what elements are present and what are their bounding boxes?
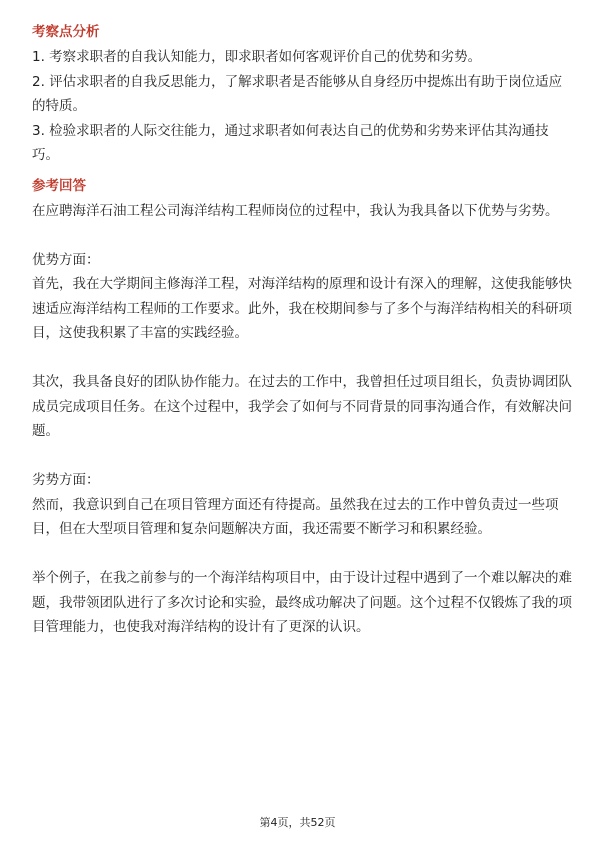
- paragraph-gap: [32, 542, 572, 567]
- weaknesses-heading: 劣势方面：: [32, 472, 100, 488]
- analysis-item-1: 1. 考察求职者的自我认知能力，即求职者如何客观评价自己的优势和劣势。: [32, 49, 482, 65]
- answer-intro: 在应聘海洋石油工程公司海洋结构工程师岗位的过程中，我认为我具备以下优势与劣势。: [32, 202, 559, 219]
- page-indicator: 第4页，共52页: [259, 816, 336, 829]
- weakness-paragraph-1: 然而，我意识到自己在项目管理方面还有待提高。虽然我在过去的工作中曾负责过一些项目，但在大型项目管理和复杂问题解决方面，我还需要不断学习和积累经验。: [32, 496, 559, 537]
- paragraph-gap: [32, 223, 572, 248]
- answer-heading: 参考回答: [32, 177, 86, 194]
- example-paragraph: 举个例子，在我之前参与的一个海洋结构项目中，由于设计过程中遇到了一个难以解决的难题，我带领团队进行了多次讨论和实验，最终成功解决了问题。这个过程不仅锻炼了我的项目管理能力，也使我对海洋结构的设计有了更深的认识。: [32, 570, 572, 635]
- strengths-heading: 优势方面：: [32, 251, 100, 268]
- strength-paragraph-2: 其次，我具备良好的团队协作能力。在过去的工作中，我曾担任过项目组长，负责协调团队成员完成项目任务。在这个过程中，我学会了如何与不同背景的同事沟通合作，有效解决问题。: [32, 374, 572, 439]
- analysis-item-2: 2. 评估求职者的自我反思能力，了解求职者是否能够从自身经历中提炼出有助于岗位适应的特质。: [32, 73, 563, 114]
- strength-paragraph-1: 首先，我在大学期间主修海洋工程，对海洋结构的原理和设计有深入的理解，这使我能够快速适应海洋结构工程师的工作要求。此外，我在校期间参与了多个与海洋结构相关的科研项目，这使我积累了丰富的实践经验。: [32, 276, 572, 341]
- analysis-heading: 考察点分析: [32, 24, 100, 40]
- analysis-item-3: 3. 检验求职者的人际交往能力，通过求职者如何表达自己的优势和劣势来评估其沟通技巧。: [32, 122, 549, 163]
- paragraph-gap: [32, 346, 572, 371]
- document-body: [32, 22, 572, 640]
- paragraph-gap: [32, 444, 572, 469]
